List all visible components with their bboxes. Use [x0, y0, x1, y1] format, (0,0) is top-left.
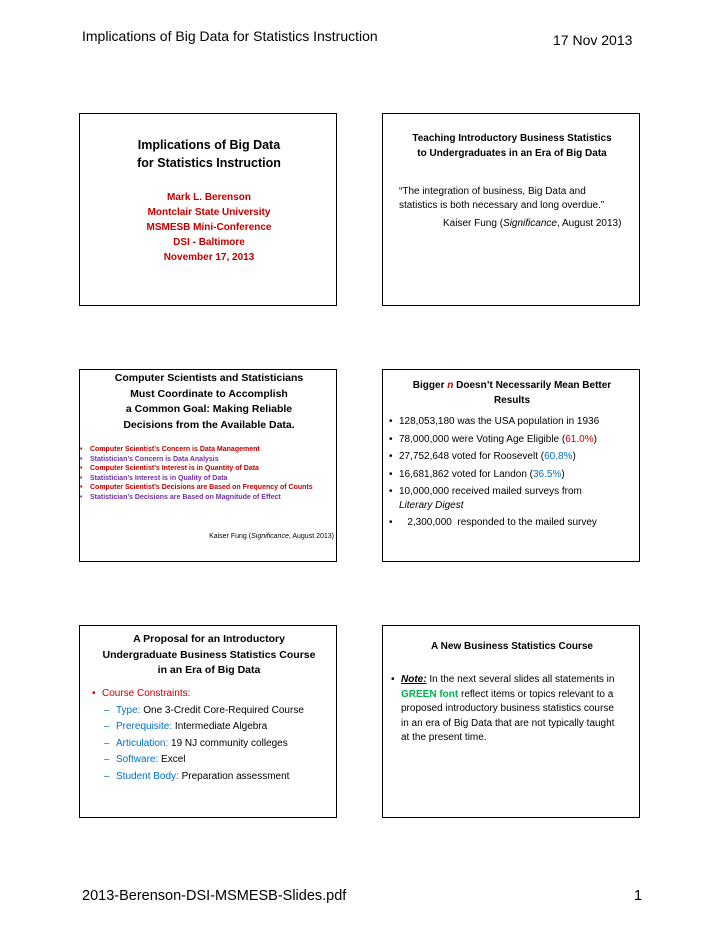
list-item: • Statistician’s Decisions are Based on Magnitude of Effect [80, 493, 336, 503]
list-item: • 2,300,000 responded to the mailed survey [389, 516, 639, 530]
slide-3-bullet-list [80, 445, 336, 502]
list-item: • Computer Scientist’s Interest is in Quantity of Data [80, 464, 336, 474]
slide-1-author-block [80, 190, 337, 265]
slide-6-note: • Note: In the next several slides all statements in GREEN font reflect items or topics relevant to a proposed introductory business statistics course in an era of Big Data that are not typically taught at the present time. [391, 673, 639, 746]
author-affiliation: Montclair State University [147, 207, 271, 218]
slide-6-title: A New Business Statistics Course [431, 641, 593, 652]
list-item: • 10,000,000 received mailed surveys from Literary Digest [389, 485, 639, 512]
list-item: • Computer Scientist’s Concern is Data Management [80, 445, 336, 455]
list-item: • Statistician’s Interest is in Quality of Data [80, 474, 336, 484]
slide-1 [79, 113, 337, 306]
slide-2-quote: “The integration of business, Big Data and statistics is both necessary and long overdue.” [399, 186, 605, 211]
list-item: • 27,752,648 voted for Roosevelt (60.8%) [389, 450, 639, 464]
slide-1-title: Implications of Big Data for Statistics Instruction [137, 138, 281, 170]
slide-5 [79, 625, 337, 818]
page-number: 1 [634, 888, 643, 904]
author-name: Mark L. Berenson [167, 192, 251, 203]
list-item: • 16,681,862 voted for Landon (36.5%) [389, 468, 639, 482]
footer-filename: 2013-Berenson-DSI-MSMESB-Slides.pdf [82, 888, 347, 904]
page-header-date: 17 Nov 2013 [553, 32, 633, 48]
slide-3 [79, 369, 337, 562]
slide-5-title: A Proposal for an Introductory Undergraduate Business Statistics Course in an Era of Big Data [102, 633, 316, 676]
slide-4 [382, 369, 640, 562]
list-item: – Student Body: Preparation assessment [104, 769, 336, 786]
slide-2-attribution: Kaiser Fung (Significance, August 2013) [443, 218, 622, 229]
event-venue: DSI - Baltimore [173, 237, 245, 248]
list-item: – Software: Excel [104, 752, 336, 769]
list-item: • Statistician’s Concern is Data Analysis [80, 455, 336, 465]
list-item: • 78,000,000 were Voting Age Eligible (61.0%) [389, 433, 639, 447]
slide-2 [382, 113, 640, 306]
list-item: – Prerequisite: Intermediate Algebra [104, 719, 336, 736]
list-item: – Type: One 3-Credit Core-Required Course [104, 703, 336, 720]
slide-6 [382, 625, 640, 818]
slide-3-attribution: Kaiser Fung (Significance, August 2013) [209, 533, 334, 540]
event-date: November 17, 2013 [163, 252, 255, 263]
slide-4-title: Bigger n Doesn’t Necessarily Mean Better Results [412, 380, 612, 406]
list-item: • 128,053,180 was the USA population in 1936 [389, 415, 639, 429]
course-constraints-heading: • Course Constraints: [92, 686, 336, 703]
list-item: • Computer Scientist’s Decisions are Based on Frequency of Counts [80, 483, 336, 493]
slide-3-title: Computer Scientists and Statisticians Must Coordinate to Accomplish a Common Goal: Making Reliable Decisions from the Available Data. [114, 372, 304, 431]
slide-4-bullet-list [389, 415, 639, 530]
slide-2-title: Teaching Introductory Business Statistics to Undergraduates in an Era of Big Data [412, 133, 612, 159]
slide-5-content [92, 686, 336, 785]
list-item: – Articulation: 19 NJ community colleges [104, 736, 336, 753]
event-name: MSMESB Mini-Conference [146, 222, 272, 233]
page-header-title: Implications of Big Data for Statistics Instruction [82, 28, 378, 44]
